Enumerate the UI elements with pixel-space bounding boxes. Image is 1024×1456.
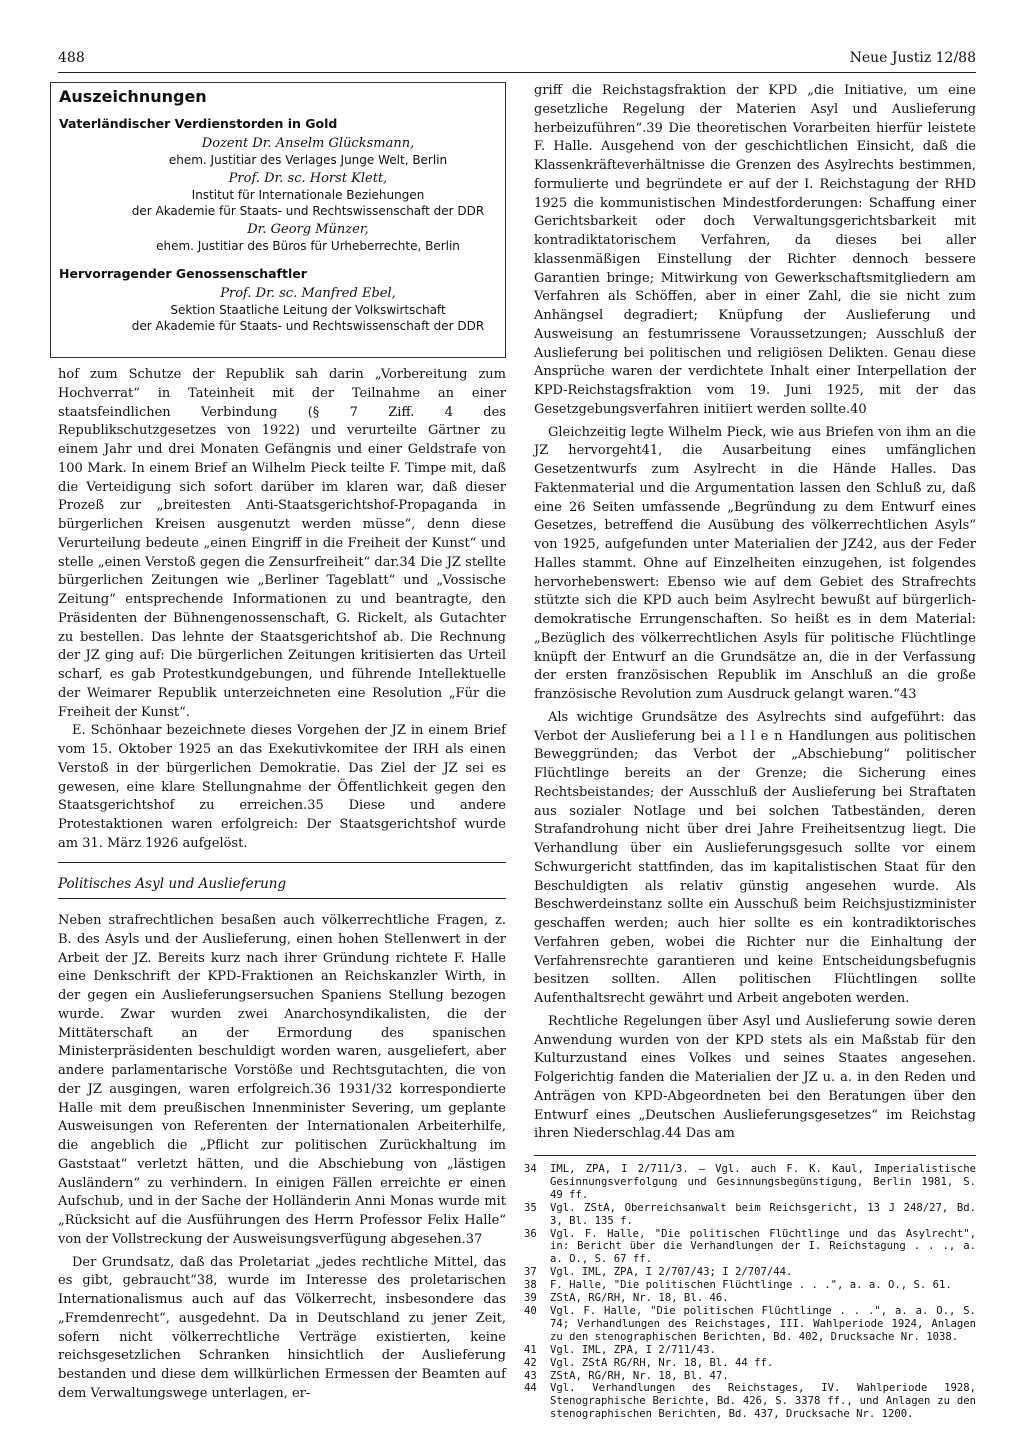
honoree-affiliation: der Akademie für Staats- und Rechtswissenschaft der DDR (131, 319, 485, 333)
body-paragraph: E. Schönhaar bezeichnete dieses Vorgehen der JZ in einem Brief vom 15. Oktober 1925 an das Exekutivkomitee der IRH als einen Verstoß in der bürgerlichen Demokratie. Das Ziel der JZ sei es gewesen, eine klare Stellungnahme der Öffentlichkeit gegen den Staatsgerichtshof zu erreichen.35 Diese und andere Protestaktionen waren erfolgreich: Der Staatsgerichtshof wurde am 31. März 1926 aufgelöst. (58, 723, 506, 851)
footnote-number: 43 (524, 1369, 537, 1382)
footnote (524, 1305, 976, 1344)
honoree-name: Prof. Dr. sc. Manfred Ebel, (220, 286, 396, 301)
award-category: Hervorragender Genossenschaftler (59, 266, 307, 281)
honoree-affiliation: ehem. Justitiar des Büros für Urheberrechte, Berlin (156, 239, 460, 253)
section-title: Politisches Asyl und Auslieferung (58, 876, 287, 892)
footnote (524, 1357, 976, 1370)
footnote-text: Vgl. IML, ZPA, I 2/707/43; I 2/707/44. (550, 1266, 793, 1279)
footnotes (524, 1163, 976, 1421)
honoree (119, 221, 497, 254)
footnote-text: F. Halle, "Die politischen Flüchtlinge . . .", a. a. O., S. 61. (550, 1279, 952, 1292)
section-rule-top (58, 862, 506, 863)
honoree-affiliation: der Akademie für Staats- und Rechtswissenschaft der DDR (131, 204, 485, 218)
footnote-text: Vgl. F. Halle, "Die politischen Flüchtlinge und das Asylrecht", in: Bericht über die Verhandlungen der I. Reichstagung . . ., a. a. O., S. 67 ff. (550, 1227, 976, 1266)
left-column (58, 366, 506, 854)
honoree-affiliation: Institut für Internationale Beziehungen (191, 188, 425, 202)
footnote-number: 44 (524, 1382, 537, 1395)
footnote-number: 38 (524, 1279, 537, 1292)
body-paragraph: hof zum Schutze der Republik sah darin „Vorbereitung zum Hochverrat“ in Tateinheit mit der Teilnahme an einer staatsfeindlichen Verbindung (§ 7 Ziff. 4 des Republikschutzgesetzes von 1922) und verurteilte Gärtner zu einem Jahr und drei Monaten Gefängnis und einer Geldstrafe von 100 Mark. In einem Brief an Wilhelm Pieck teilte F. Timpe mit, daß die Verteidigung sich sofort darüber im klaren war, daß dieser Prozeß zur „breitesten Anti-Staatsgerichtshof-Propaganda in bürgerlichen Kreisen ausgenutzt werden müsse“, denn diese Verurteilung bedeute „einen Eingriff in die Freiheit der Kunst“ und stelle „einen Verstoß gegen die Zensurfreiheit“ dar.34 Die JZ stellte bürgerlichen Zeitungen wie „Berliner Tageblatt“ und „Vossische Zeitung“ entsprechende Informationen zu und beantragte, den Präsidenten der Bühnengenossenschaft, G. Rickelt, als Gutachter zu bestellen. Das lehnte der Staatsgerichtshof ab. Die Rechnung der JZ ging auf: Die bürgerlichen Zeitungen kritisierten das Urteil scharf, es gab Protestkundgebungen, und führende Intellektuelle der Weimarer Republik unterzeichneten eine Resolution „Für die Freiheit der Kunst“. (58, 367, 506, 720)
footnote-number: 40 (524, 1304, 537, 1317)
footnote-text: Vgl. IML, ZPA, I 2/711/43. (550, 1343, 716, 1356)
honoree (119, 285, 497, 334)
footnote-number: 42 (524, 1356, 537, 1369)
footnote-number: 36 (524, 1227, 537, 1240)
footnote-text: Vgl. Verhandlungen des Reichstages, IV. Wahlperiode 1928, Stenographische Berichte, Bd. 426, S. 3378 ff., und Anlagen zu den stenographischen Berichten, Bd. 437, Drucksache Nr. 1200. (550, 1382, 976, 1421)
footnote-number: 35 (524, 1201, 537, 1214)
footnote (524, 1163, 976, 1202)
body-paragraph: griff die Reichstagsfraktion der KPD „die Initiative, um eine gesetzliche Regelung der Materien Asyl und Auslieferung herbeizuführen“.39 Die theoretischen Vorarbeiten hierfür leistete F. Halle. Ausgehend von der geschichtlichen Einsicht, daß die Klassenkräfteverhältnisse die Grenzen des Asylrechts bestimmen, formulierte und begründete er auf der I. Reichstagung der RHD 1925 die kommunistischen Mindestforderungen: Schaffung einer Gerichtsbarkeit oder doch Verwaltungsgerichtsbarkeit mit kontradiktatorischem Verfahren, da dieses bei aller klassenmäßigen Einstellung der Richter dennoch bessere Garantien bringe; Mitwirkung von Gewerkschaftsmitgliedern am Verfahren als Schöffen, aber in einer Zahl, die sie nicht zum Anhängsel degradiert; Knüpfung der Auslieferung und Ausweisung an festumrissene Voraussetzungen; Ausschluß der Auslieferung bei politischen und religiösen Delikten. Genau diese Ansprüche waren der verdichtete Inhalt einer Interpellation der KPD-Reichstagsfraktion vom 19. Juni 1925, mit der das Gesetzgebungsverfahren initiiert werden sollte.40 (534, 83, 976, 417)
footnote-rule (534, 1155, 976, 1156)
footnote-text: IML, ZPA, I 2/711/3. – Vgl. auch F. K. Kaul, Imperialistische Gesinnungsverfolgung und Gesinnungsbegünstigung, Berlin 1981, S. 49 ff. (550, 1163, 976, 1201)
section-rule-bottom (58, 898, 506, 899)
footnote-number: 41 (524, 1343, 537, 1356)
honoree (119, 170, 497, 219)
footnote-number: 39 (524, 1292, 537, 1305)
award-category: Vaterländischer Verdienstorden in Gold (59, 116, 338, 131)
awards-box (50, 82, 506, 358)
footnote-number: 34 (524, 1163, 537, 1175)
body-paragraph: Neben strafrechtlichen besaßen auch völkerrechtliche Fragen, z. B. des Asyls und der Auslieferung, einen hohen Stellenwert in der Arbeit der JZ. Bereits kurz nach ihrer Gründung richtete F. Halle eine Denkschrift der KPD-Fraktionen an Reichskanzler Wirth, in der gegen ein Auslieferungsersuchen Spaniens Stellung bezogen wurde. Zwar wurden zwei Anarchosyndikalisten, die der Mittäterschaft an der Ermordung des spanischen Ministerpräsidenten beschuldigt worden waren, ausgeliefert, aber andere parlamentarische Vorstöße und Rechtsgutachten, die von der JZ ausgingen, waren erfolgreich.36 1931/32 korrespondierte Halle mit dem preußischen Innenminister Severing, um geplante Ausweisungen von Referenten der Internationalen Arbeiterhilfe, die angeblich die „Pflicht zur politischen Zurückhaltung im Gaststaat“ verletzt hätten, und die Abschiebung von „lästigen Ausländern“ zu verhindern. In einigen Fällen erreichte er einen Aufschub, und in der Sache der Holländerin Anni Monas wurde mit „Rücksicht auf die Ausführungen des Herrn Professor Felix Halle“ von der Vollstreckung der Ausweisungsverfügung abgesehen.37 (58, 913, 506, 1247)
body-paragraph: Gleichzeitig legte Wilhelm Pieck, wie aus Briefen von ihm an die JZ hervorgeht41, die Ausarbeitung eines umfänglichen Gesetzentwurfs zum Asylrecht in die Hände Halles. Das Faktenmaterial und die Argumentation lassen den Schluß zu, daß eine 26 Seiten umfassende „Begründung zu dem Entwurf eines Gesetzes, betreffend die Ausübung des völkerrechtlichen Asyls“ von 1925, aufgefunden unter Materialien der JZ42, aus der Feder Halles stammt. Ohne auf Einzelheiten einzugehen, ist folgendes hervorhebenswert: Ebenso wie auf dem Gebiet des Strafrechts stützte sich die KPD auch beim Asylrecht bewußt auf bürgerlich-demokratische Errungenschaften. So heißt es in dem Material: „Bezüglich des völkerrechtlichen Asyls für politische Flüchtlinge knüpft der Entwurf an die Grundsätze an, die in der Verfassung der ersten französischen Republik im Anschluß an die große französische Revolution zum Ausdruck gelangt waren.“43 (534, 424, 976, 702)
footnote (524, 1370, 976, 1383)
footnote (524, 1344, 976, 1357)
journal-issue: Neue Justiz 12/88 (849, 50, 976, 66)
header-rule (58, 72, 976, 73)
honoree-affiliation: Sektion Staatliche Leitung der Volkswirtschaft (170, 303, 446, 317)
footnote (524, 1382, 976, 1421)
body-paragraph: Rechtliche Regelungen über Asyl und Auslieferung sowie deren Anwendung wurden von der KPD stets als ein Maßstab für den Kulturzustand eines Volkes und seines Staates angesehen. Folgerichtig fanden die Materialien der JZ u. a. in den Reden und Anträgen von KPD-Abgeordneten bei den Beratungen über den Entwurf eines „Deutschen Auslieferungsgesetzes“ im Reichstag ihren Niederschlag.44 Das am (534, 1013, 976, 1142)
footnote-text: ZStA, RG/RH, Nr. 18, Bl. 46. (550, 1292, 729, 1305)
honoree-name: Dr. Georg Münzer, (247, 222, 369, 237)
honoree-name: Prof. Dr. sc. Horst Klett, (228, 171, 388, 186)
right-column (534, 82, 976, 1144)
footnote (524, 1292, 976, 1305)
footnote-text: Vgl. F. Halle, "Die politischen Flüchtlinge . . .", a. a. O., S. 74; Verhandlungen des Reichstages, III. Wahlperiode 1924, Anlagen zu den stenographischen Berichten, Bd. 402, Drucksache Nr. 1038. (550, 1304, 976, 1343)
honoree-affiliation: ehem. Justitiar des Verlages Junge Welt, Berlin (168, 153, 448, 167)
footnote-text: Vgl. ZStA RG/RH, Nr. 18, Bl. 44 ff. (550, 1356, 774, 1369)
page-number: 488 (58, 50, 85, 66)
footnote (524, 1266, 976, 1279)
page-header (58, 50, 976, 72)
footnote-text: Vgl. ZStA, Oberreichsanwalt beim Reichsgericht, 13 J 248/27, Bd. 3, Bl. 135 f. (550, 1201, 976, 1227)
footnote-text: ZStA, RG/RH, Nr. 18, Bl. 47. (550, 1369, 729, 1382)
honoree-name: Dozent Dr. Anselm Glücksmann, (201, 136, 415, 151)
body-paragraph: Als wichtige Grundsätze des Asylrechts sind aufgeführt: das Verbot der Auslieferung bei a l l e n Handlungen aus politischen Beweggründen; das Verbot der „Abschiebung“ politischer Flüchtlinge bereits an der Grenze; die Sicherung eines Rechtsbeistandes; der Ausschluß der Auslieferung bei Straftaten aus sozialer Notlage und bei solchen Tatbeständen, deren Strafandrohung nicht über drei Jahre Freiheitsentzug liegt. Die Verhandlung über ein Auslieferungsgesuch sollte vor einem Schwurgericht stattfinden, das im kapitalistischen Staat für den Beschuldigten als relativ günstig angesehen wurde. Als Beschwerdeinstanz sollte ein Ausschuß beim Reichsjustizminister geschaffen werden; auch hier sollte es ein kontradiktorisches Verfahren geben, wobei die Richter nur die Einhaltung der Verfahrensrechte garantieren und keine Entscheidungsbefugnis besitzen sollten. Allen politischen Flüchtlingen sollte Aufenthaltsrecht gewährt und Arbeit angeboten werden. (534, 709, 976, 1006)
awards-title: Auszeichnungen (59, 87, 207, 106)
left-column-section (58, 912, 506, 1404)
footnote-number: 37 (524, 1266, 537, 1279)
footnote (524, 1228, 976, 1267)
honoree (119, 135, 497, 168)
body-paragraph: Der Grundsatz, daß das Proletariat „jedes rechtliche Mittel, das es gibt, gebraucht“38, wurde im Interesse des proletarischen Internationalismus auch auf das Völkerrecht, insbesondere das „Fremdenrecht“, ausgedehnt. Da in Deutschland zu jener Zeit, sofern nicht völkerrechtliche Verträge existierten, keine reichsgesetzlichen Schranken hinsichtlich der Auslieferung bestanden und diese dem willkürlichen Ermessen der Beamten auf dem Verwaltungswege unterlagen, er- (58, 1254, 506, 1401)
footnote (524, 1279, 976, 1292)
footnote (524, 1202, 976, 1228)
